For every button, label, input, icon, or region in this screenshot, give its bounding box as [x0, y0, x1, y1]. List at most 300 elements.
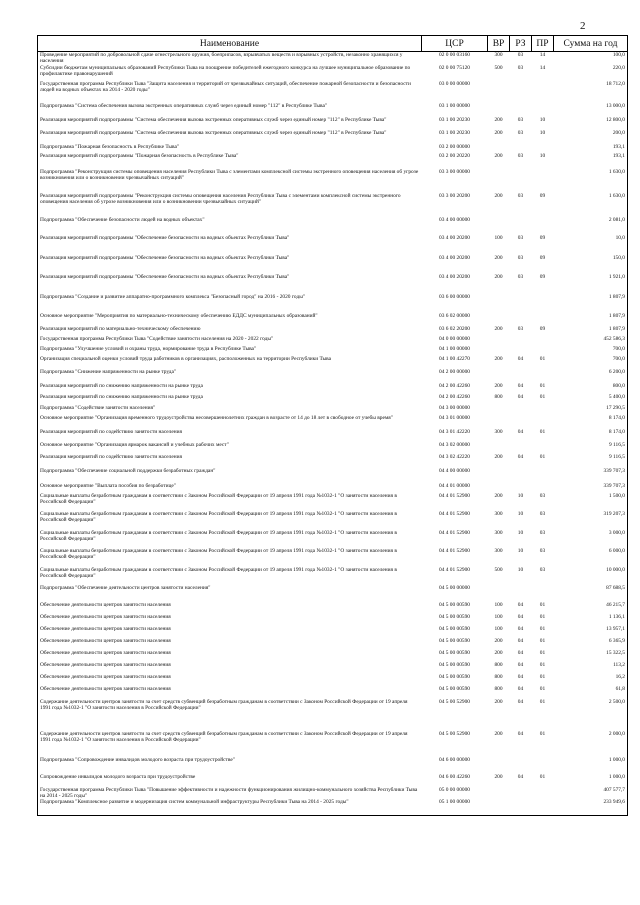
cell-vr: 300 [494, 529, 503, 536]
table-row [38, 650, 628, 662]
cell-amount: 61,8 [554, 686, 628, 699]
table-row [38, 548, 628, 567]
cell-vr: 300 [494, 510, 503, 517]
cell-amount: 700,0 [554, 356, 628, 369]
cell-csr: 05 1 00 00000 [422, 799, 488, 815]
cell-amount: 3 000,0 [554, 530, 628, 548]
cell-rz: 10 [517, 492, 524, 499]
cell-vr: 200 [494, 453, 503, 460]
cell-rz: 10 [517, 510, 524, 517]
table-row [38, 757, 628, 774]
cell-csr: 03 1 00 20230 [439, 129, 470, 136]
cell-name: Реализация мероприятий подпрограммы "Система обеспечения вызова экстренных оперативных служб через единый номер "112" в Республике Тыва" [38, 130, 422, 144]
cell-name: Подпрограмма "Реконструкция системы оповещения населения Республики Тыва с элементами комплексной системы экстренного оповещения населения об угрозе возникновения или о возникновении чрезвычайных ситуаций" [38, 169, 422, 193]
cell-rz: 10 [517, 566, 524, 573]
cell-amount: 13 000,0 [554, 103, 628, 117]
cell-name: Проведение мероприятий по добровольной сдаче огнестрельного оружия, боеприпасов, взрывчатых веществ и взрывных устройств, незаконно хранящихся у населения [38, 52, 422, 65]
cell-pr: 03 [539, 547, 546, 554]
cell-amount: 10,0 [554, 235, 628, 255]
cell-rz [510, 405, 532, 415]
table-row [38, 52, 628, 65]
cell-csr: 04 4 01 52900 [439, 510, 470, 517]
cell-vr [488, 81, 510, 103]
cell-rz [510, 415, 532, 429]
cell-amount: 9 116,5 [554, 454, 628, 468]
cell-pr [532, 799, 554, 815]
cell-name: Основное мероприятие "Мероприятия по материально-техническому обеспечению ЕДДС муниципальных образований" [38, 313, 422, 326]
cell-pr [532, 483, 554, 493]
cell-pr: 01 [539, 730, 546, 737]
header-rz: РЗ [510, 36, 532, 52]
cell-rz [510, 787, 532, 800]
cell-vr: 800 [494, 673, 503, 680]
cell-rz [510, 313, 532, 326]
cell-amount: 1 807,9 [554, 326, 628, 336]
table-body [38, 52, 628, 816]
cell-csr: 04 5 00 00590 [439, 673, 470, 680]
cell-csr: 03 2 00 20220 [439, 152, 470, 159]
cell-csr: 03 1 00 20230 [439, 116, 470, 123]
cell-rz [510, 799, 532, 815]
cell-csr: 04 2 00 42260 [439, 393, 470, 400]
cell-vr: 500 [494, 566, 503, 573]
cell-amount: 9 116,5 [554, 442, 628, 454]
cell-rz [510, 369, 532, 383]
cell-rz: 03 [517, 273, 524, 280]
cell-rz: 04 [517, 685, 524, 692]
table-row [38, 567, 628, 585]
cell-pr: 14 [539, 52, 546, 58]
cell-rz [510, 144, 532, 153]
table-row [38, 326, 628, 336]
table-row [38, 65, 628, 81]
cell-vr: 200 [494, 254, 503, 261]
cell-name: Основное мероприятие "Организация ярмарок вакансий и учебных рабочих мест" [38, 442, 422, 454]
cell-csr: 04 5 00 52900 [439, 730, 470, 737]
cell-rz: 04 [517, 428, 524, 435]
cell-csr: 03 4 00 00000 [439, 216, 470, 223]
cell-name: Основное мероприятие "Организация временного трудоустройства несовершеннолетних граждан в возрасте от 14 до 18 лет в свободное от учебы время" [38, 415, 422, 429]
cell-amount: 220,0 [554, 65, 628, 81]
cell-rz [510, 483, 532, 493]
cell-rz: 03 [517, 52, 524, 58]
cell-amount: 13 957,1 [554, 626, 628, 638]
cell-amount: 10 000,0 [554, 567, 628, 585]
table-row [38, 169, 628, 193]
header-vr: ВР [488, 36, 510, 52]
header-amount: Сумма на год [554, 36, 628, 52]
table-row [38, 405, 628, 415]
table-row [38, 483, 628, 493]
header-pr: ПР [532, 36, 554, 52]
cell-csr: 04 4 01 52900 [439, 529, 470, 536]
cell-pr [532, 415, 554, 429]
cell-amount: 18 712,0 [554, 81, 628, 103]
cell-amount: 6 365,9 [554, 638, 628, 650]
cell-csr: 04 5 00 00590 [439, 613, 470, 620]
table-row [38, 81, 628, 103]
cell-rz: 04 [517, 625, 524, 632]
cell-name: Реализация мероприятий подпрограммы "Система обеспечения вызова экстренных оперативных служб через единый номер "112" в Республике Тыва" [38, 117, 422, 130]
cell-amount: 2 500,0 [554, 699, 628, 731]
cell-csr: 04 0 00 00000 [439, 335, 470, 342]
cell-vr: 300 [494, 52, 503, 58]
table-row [38, 774, 628, 787]
cell-name: Подпрограмма "Создание и развитие аппаратно-программного комплекса "Безопасный город" на 2016 - 2020 годы" [38, 294, 422, 313]
cell-csr: 04 3 02 42220 [439, 453, 470, 460]
cell-csr: 04 4 01 52900 [439, 566, 470, 573]
table-row [38, 153, 628, 169]
cell-name: Реализация мероприятий по содействию занятости населения [38, 454, 422, 468]
cell-vr [488, 144, 510, 153]
cell-rz: 04 [517, 773, 524, 780]
cell-amount: 1 136,1 [554, 614, 628, 626]
table-row [38, 394, 628, 405]
table-row [38, 235, 628, 255]
table-row [38, 638, 628, 650]
cell-csr: 04 3 01 00000 [439, 414, 470, 421]
cell-amount: 8 174,0 [554, 429, 628, 442]
cell-pr: 01 [539, 601, 546, 608]
cell-vr [488, 787, 510, 800]
cell-name: Государственная программа Республики Тыва "Содействие занятости населения на 2020 - 2022 годы" [38, 336, 422, 346]
cell-rz: 03 [517, 116, 524, 123]
cell-csr: 03 6 02 00000 [439, 312, 470, 319]
cell-rz: 04 [517, 453, 524, 460]
cell-amount: 1 630,0 [554, 169, 628, 193]
cell-pr: 01 [539, 698, 546, 705]
table-row [38, 511, 628, 530]
cell-name: Подпрограмма "Улучшение условий и охраны труда, нормирование труда в Республике Тыва" [38, 346, 422, 356]
budget-table [37, 35, 628, 816]
cell-pr [532, 217, 554, 235]
cell-name: Обеспечение деятельности центров занятости населения [38, 662, 422, 674]
cell-csr: 04 4 01 00000 [439, 482, 470, 489]
table-row [38, 585, 628, 602]
cell-amount: 407 577,7 [554, 787, 628, 800]
cell-vr: 300 [494, 428, 503, 435]
cell-amount: 6 000,0 [554, 548, 628, 567]
cell-amount: 8 174,0 [554, 415, 628, 429]
cell-name: Подпрограмма "Система обеспечения вызова экстренных оперативных служб через единый номер "112" в Республике Тыва" [38, 103, 422, 117]
table-row [38, 686, 628, 699]
cell-pr: 01 [539, 773, 546, 780]
table-row [38, 255, 628, 274]
cell-name: Обеспечение деятельности центров занятости населения [38, 674, 422, 686]
cell-csr: 04 6 00 42260 [439, 773, 470, 780]
cell-pr [532, 294, 554, 313]
table-row [38, 674, 628, 686]
cell-rz: 03 [517, 192, 524, 199]
cell-csr: 03 0 00 00000 [439, 80, 470, 87]
cell-rz: 04 [517, 637, 524, 644]
cell-amount: 339 707,3 [554, 468, 628, 483]
cell-vr: 200 [494, 730, 503, 737]
cell-csr: 04 5 00 00590 [439, 637, 470, 644]
cell-name: Подпрограмма "Комплексное развитие и модернизация систем коммунальной инфраструктуры Республики Тыва на 2014 - 2025 годы" [38, 799, 422, 815]
cell-amount: 193,1 [554, 153, 628, 169]
cell-pr [532, 169, 554, 193]
cell-csr: 02 0 00 75120 [439, 64, 470, 71]
cell-pr: 01 [539, 428, 546, 435]
cell-rz: 03 [517, 152, 524, 159]
cell-vr: 300 [494, 547, 503, 554]
cell-pr [532, 405, 554, 415]
cell-rz [510, 442, 532, 454]
cell-csr: 03 3 00 00000 [439, 168, 470, 175]
cell-rz [510, 217, 532, 235]
table-row [38, 787, 628, 800]
cell-rz: 04 [517, 673, 524, 680]
table-row [38, 217, 628, 235]
cell-pr [532, 757, 554, 774]
cell-pr: 01 [539, 637, 546, 644]
cell-pr: 09 [539, 254, 546, 261]
cell-name: Реализация мероприятий подпрограммы "Обеспечение безопасности на водных объектах Республики Тыва" [38, 255, 422, 274]
cell-rz: 04 [517, 601, 524, 608]
cell-pr: 01 [539, 382, 546, 389]
page-number: 2 [580, 20, 586, 32]
table-row [38, 313, 628, 326]
cell-amount: 1 630,0 [554, 193, 628, 217]
cell-rz [510, 103, 532, 117]
cell-vr [488, 346, 510, 356]
cell-amount: 339 707,3 [554, 483, 628, 493]
cell-name: Социальные выплаты безработным гражданам в соответствии с Законом Российской Федерации от 19 апреля 1991 года №1032-1 "О занятости населения в Российской Федерации" [38, 567, 422, 585]
cell-amount: 16,2 [554, 674, 628, 686]
cell-amount: 200,0 [554, 130, 628, 144]
cell-vr: 200 [494, 273, 503, 280]
cell-vr: 100 [494, 613, 503, 620]
table-row [38, 117, 628, 130]
cell-csr: 04 4 01 52900 [439, 547, 470, 554]
cell-vr: 800 [494, 661, 503, 668]
cell-rz [510, 585, 532, 602]
cell-amount: 1 500,0 [554, 493, 628, 511]
cell-csr: 03 6 00 00000 [439, 293, 470, 300]
cell-vr: 800 [494, 685, 503, 692]
cell-rz: 04 [517, 613, 524, 620]
cell-pr: 01 [539, 393, 546, 400]
cell-pr [532, 103, 554, 117]
cell-rz: 04 [517, 355, 524, 362]
cell-vr: 500 [494, 64, 503, 71]
cell-csr: 04 2 00 00000 [439, 368, 470, 375]
table-row [38, 130, 628, 144]
table-row [38, 274, 628, 294]
cell-csr: 04 3 02 00000 [439, 441, 470, 448]
cell-name: Государственная программа Республики Тыва "Повышение эффективности и надежности функционирования жилищно-коммунального хозяйства Республики Тыва на 2014 - 2025 годы" [38, 787, 422, 800]
table-row [38, 294, 628, 313]
table-row [38, 602, 628, 614]
cell-amount: 1 000,0 [554, 774, 628, 787]
cell-pr: 09 [539, 325, 546, 332]
cell-rz [510, 468, 532, 483]
table-row [38, 699, 628, 731]
cell-pr [532, 369, 554, 383]
cell-pr: 03 [539, 566, 546, 573]
cell-pr: 01 [539, 673, 546, 680]
cell-pr [532, 468, 554, 483]
cell-pr: 03 [539, 510, 546, 517]
cell-amount: 319 207,3 [554, 511, 628, 530]
cell-pr: 10 [539, 129, 546, 136]
cell-name: Реализация мероприятий подпрограммы "Пожарная безопасность в Республике Тыва" [38, 153, 422, 169]
table-header-row [38, 36, 628, 52]
cell-pr: 09 [539, 273, 546, 280]
cell-rz [510, 294, 532, 313]
cell-vr: 200 [494, 325, 503, 332]
cell-vr: 200 [494, 129, 503, 136]
table-row [38, 731, 628, 757]
cell-rz: 03 [517, 64, 524, 71]
header-name: Наименование [38, 36, 422, 52]
cell-csr: 04 5 00 00590 [439, 685, 470, 692]
table-row [38, 493, 628, 511]
cell-vr: 200 [494, 637, 503, 644]
cell-pr [532, 787, 554, 800]
cell-amount: 6 200,0 [554, 369, 628, 383]
cell-amount: 233 949,6 [554, 799, 628, 815]
table-row [38, 383, 628, 394]
cell-amount: 87 688,5 [554, 585, 628, 602]
cell-amount: 2 000,0 [554, 731, 628, 757]
cell-csr: 02 0 00 03160 [439, 52, 470, 58]
cell-pr: 03 [539, 492, 546, 499]
cell-rz: 04 [517, 382, 524, 389]
cell-vr [488, 169, 510, 193]
table-row [38, 356, 628, 369]
cell-vr [488, 336, 510, 346]
cell-amount: 2 081,0 [554, 217, 628, 235]
cell-csr: 04 5 00 00590 [439, 649, 470, 656]
table-row [38, 193, 628, 217]
cell-vr: 800 [494, 393, 503, 400]
cell-pr [532, 313, 554, 326]
cell-name: Подпрограмма "Снижение напряженности на рынке труда" [38, 369, 422, 383]
cell-vr: 200 [494, 382, 503, 389]
cell-rz [510, 81, 532, 103]
cell-csr: 04 3 00 00000 [439, 404, 470, 411]
table-row [38, 662, 628, 674]
cell-amount: 100,0 [554, 52, 628, 65]
table-row [38, 442, 628, 454]
cell-name: Государственная программа Республики Тыва "Защита населения и территорий от чрезвычайных ситуаций, обеспечение пожарной безопасности и безопасности людей на водных объектах на 2014 - 2020 годы" [38, 81, 422, 103]
cell-vr: 200 [494, 116, 503, 123]
cell-csr: 03 4 00 20200 [439, 254, 470, 261]
cell-amount: 1 807,9 [554, 294, 628, 313]
cell-name: Подпрограмма "Пожарная безопасность в Республике Тыва" [38, 144, 422, 153]
cell-pr [532, 81, 554, 103]
cell-name: Социальные выплаты безработным гражданам в соответствии с Законом Российской Федерации от 19 апреля 1991 года №1032-1 "О занятости населения в Российской Федерации" [38, 548, 422, 567]
cell-amount: 452 586,3 [554, 336, 628, 346]
cell-vr [488, 415, 510, 429]
table-row [38, 468, 628, 483]
cell-csr: 04 5 00 52900 [439, 698, 470, 705]
cell-name: Содержание деятельности центров занятости за счет средств субвенций безработным гражданам в соответствии с Законом Российской Федерации от 19 апреля 1991 года №1032-1 "О занятости населения в Российской Федерации" [38, 699, 422, 731]
cell-vr [488, 405, 510, 415]
cell-vr [488, 294, 510, 313]
cell-name: Организация специальной оценки условий труда работников в организациях, расположенных на территории Республики Тыва [38, 356, 422, 369]
table-row [38, 369, 628, 383]
cell-name: Субсидии бюджетам муниципальных образований Республики Тыва на поощрение победителей ежегодного конкурса на лучшее муниципальное образование по профилактике правонарушений [38, 65, 422, 81]
cell-rz: 10 [517, 529, 524, 536]
cell-pr: 14 [539, 64, 546, 71]
cell-name: Реализация мероприятий подпрограммы "Обеспечение безопасности на водных объектах Республики Тыва" [38, 274, 422, 294]
cell-vr [488, 799, 510, 815]
cell-name: Реализация мероприятий по материально-техническому обеспечению [38, 326, 422, 336]
cell-amount: 800,0 [554, 383, 628, 394]
cell-csr: 05 0 00 00000 [439, 786, 470, 793]
cell-amount: 1 807,9 [554, 313, 628, 326]
cell-csr: 04 2 00 42260 [439, 382, 470, 389]
cell-name: Социальные выплаты безработным гражданам в соответствии с Законом Российской Федерации от 19 апреля 1991 года №1032-1 "О занятости населения в Российской Федерации" [38, 493, 422, 511]
cell-vr: 200 [494, 649, 503, 656]
cell-pr: 01 [539, 613, 546, 620]
cell-name: Обеспечение деятельности центров занятости населения [38, 614, 422, 626]
table-row [38, 336, 628, 346]
cell-amount: 700,0 [554, 346, 628, 356]
cell-name: Подпрограмма "Сопровождение инвалидов молодого возраста при трудоустройстве" [38, 757, 422, 774]
cell-rz [510, 336, 532, 346]
cell-csr: 03 4 00 20200 [439, 234, 470, 241]
cell-rz [510, 757, 532, 774]
cell-vr: 100 [494, 601, 503, 608]
table-row [38, 799, 628, 815]
cell-csr: 03 1 00 00000 [439, 102, 470, 109]
cell-rz: 03 [517, 254, 524, 261]
cell-pr [532, 336, 554, 346]
cell-name: Реализация мероприятий по снижению напряженности на рынке труда [38, 394, 422, 405]
cell-vr: 200 [494, 152, 503, 159]
cell-rz: 04 [517, 393, 524, 400]
cell-amount: 1 000,0 [554, 757, 628, 774]
cell-name: Обеспечение деятельности центров занятости населения [38, 638, 422, 650]
cell-vr [488, 483, 510, 493]
table-row [38, 144, 628, 153]
cell-csr: 04 5 00 00000 [439, 584, 470, 591]
cell-vr [488, 468, 510, 483]
cell-csr: 04 6 00 00000 [439, 756, 470, 763]
table-row [38, 614, 628, 626]
cell-pr: 09 [539, 234, 546, 241]
cell-csr: 04 1 00 00000 [439, 345, 470, 352]
table-row [38, 103, 628, 117]
cell-csr: 04 1 00 42270 [439, 355, 470, 362]
cell-vr [488, 313, 510, 326]
cell-vr: 200 [494, 698, 503, 705]
cell-name: Основное мероприятие "Выплата пособия по безработице" [38, 483, 422, 493]
cell-csr: 03 6 02 20200 [439, 325, 470, 332]
cell-name: Реализация мероприятий подпрограммы "Обеспечение безопасности на водных объектах Республики Тыва" [38, 235, 422, 255]
cell-pr [532, 346, 554, 356]
cell-amount: 46 215,7 [554, 602, 628, 614]
cell-name: Обеспечение деятельности центров занятости населения [38, 602, 422, 614]
cell-pr: 01 [539, 685, 546, 692]
cell-csr: 04 4 01 52900 [439, 492, 470, 499]
cell-name: Сопровождение инвалидов молодого возраста при трудоустройстве [38, 774, 422, 787]
cell-name: Подпрограмма "Обеспечение социальной поддержки безработных граждан" [38, 468, 422, 483]
cell-vr: 200 [494, 192, 503, 199]
cell-rz: 04 [517, 698, 524, 705]
cell-rz: 03 [517, 234, 524, 241]
cell-amount: 193,1 [554, 144, 628, 153]
cell-name: Подпрограмма "Обеспечение безопасности людей на водных объектах" [38, 217, 422, 235]
cell-rz: 10 [517, 547, 524, 554]
cell-pr: 10 [539, 152, 546, 159]
cell-name: Реализация мероприятий по содействию занятости населения [38, 429, 422, 442]
cell-name: Подпрограмма "Обеспечение деятельности центров занятости населения" [38, 585, 422, 602]
